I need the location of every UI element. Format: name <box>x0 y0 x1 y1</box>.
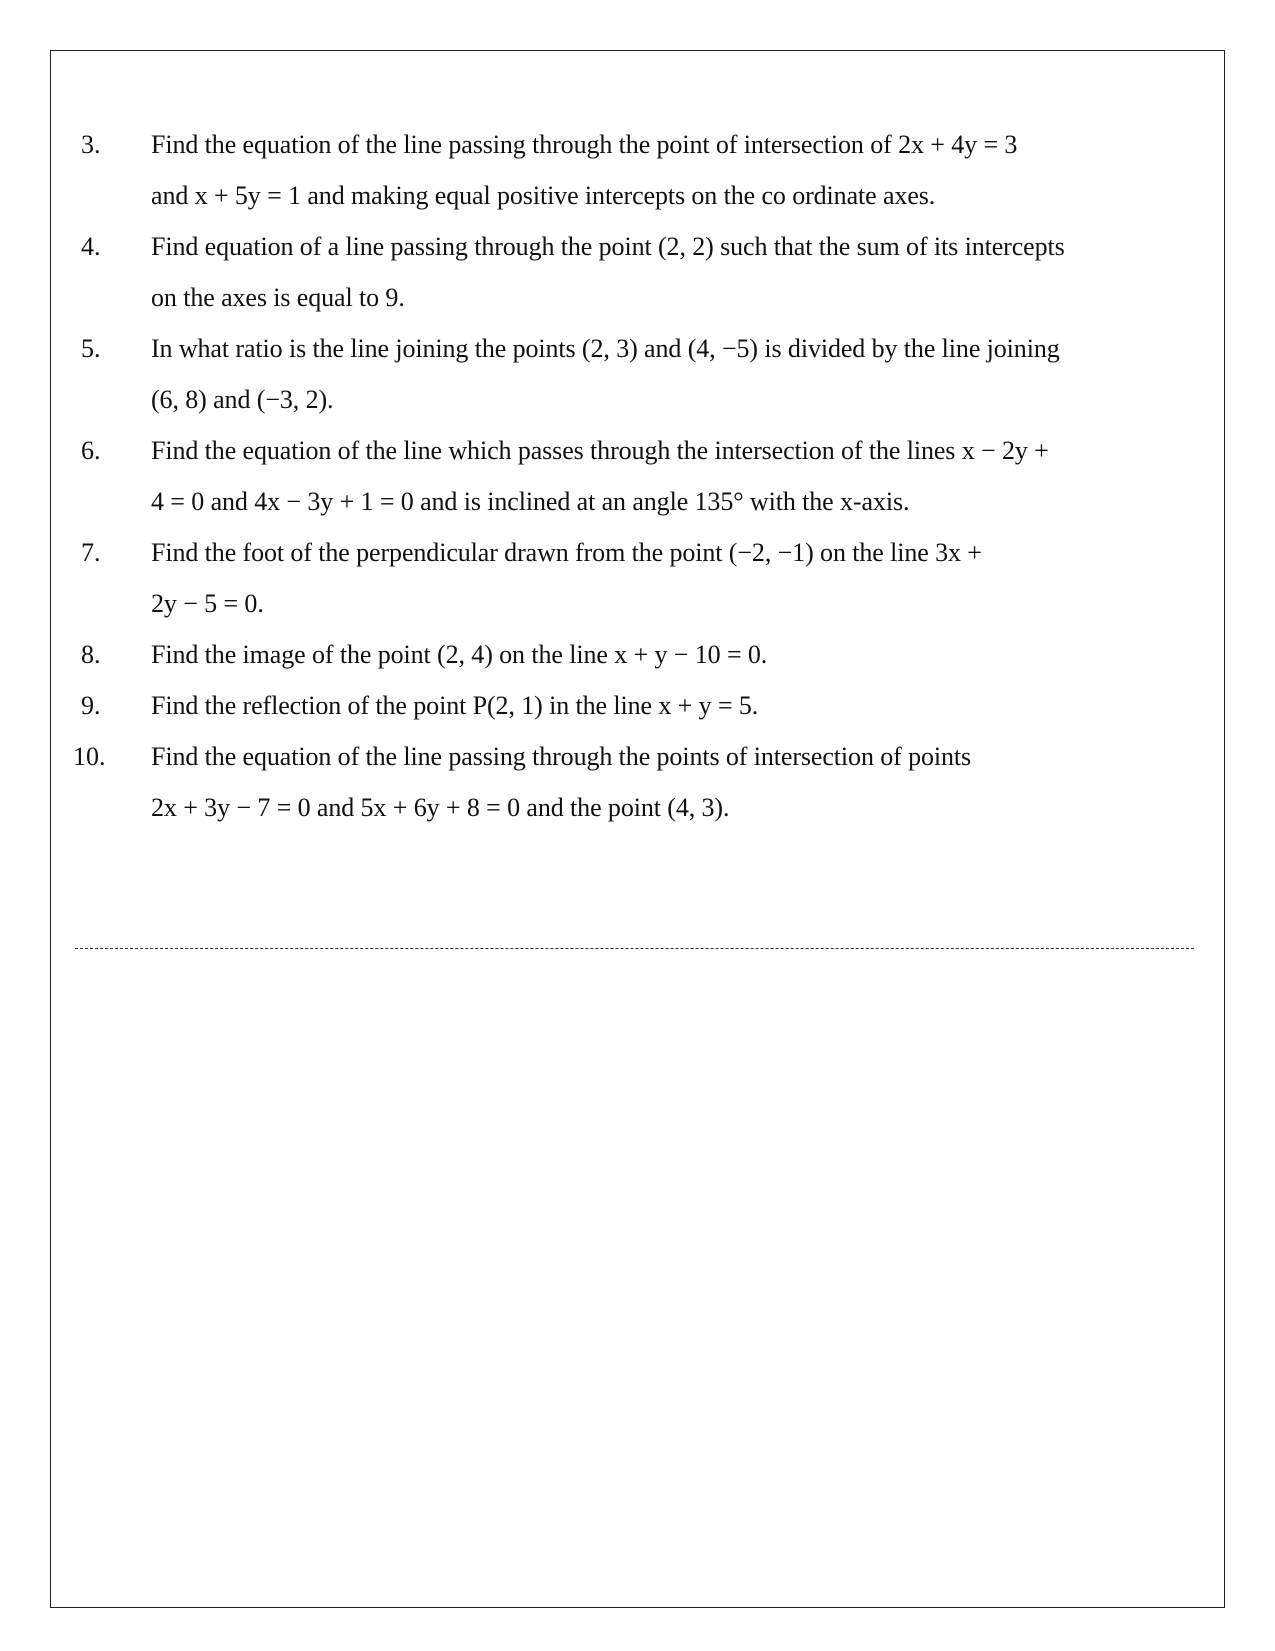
question-text-line: Find the image of the point (2, 4) on the line x + y − 10 = 0. <box>151 640 768 669</box>
question-text-line: Find the foot of the perpendicular drawn from the point (−2, −1) on the line 3x + <box>151 538 982 567</box>
question-item <box>51 425 1224 527</box>
question-number: 3. <box>81 130 101 159</box>
question-number: 10. <box>73 742 106 771</box>
question-number: 5. <box>81 334 101 363</box>
question-text-line: 4 = 0 and 4x − 3y + 1 = 0 and is inclined at an angle 135° with the x-axis. <box>151 487 910 516</box>
page-frame <box>50 50 1225 1608</box>
question-text-line: 2x + 3y − 7 = 0 and 5x + 6y + 8 = 0 and the point (4, 3). <box>151 793 730 822</box>
question-number: 6. <box>81 436 101 465</box>
question-number: 8. <box>81 640 101 669</box>
question-text-line: 2y − 5 = 0. <box>151 589 264 618</box>
question-item <box>51 680 1224 731</box>
question-text-line: on the axes is equal to 9. <box>151 283 405 312</box>
question-text-line: Find the equation of the line which passes through the intersection of the lines x − 2y + <box>151 436 1049 465</box>
question-list <box>51 119 1224 833</box>
question-text-line: Find the equation of the line passing through the point of intersection of 2x + 4y = 3 <box>151 130 1018 159</box>
question-text-line: Find the reflection of the point P(2, 1) in the line x + y = 5. <box>151 691 759 720</box>
question-text-line: (6, 8) and (−3, 2). <box>151 385 334 414</box>
question-item <box>51 629 1224 680</box>
dashed-divider <box>75 948 1194 949</box>
question-item <box>51 731 1224 833</box>
question-text-line: In what ratio is the line joining the points (2, 3) and (4, −5) is divided by the line joining <box>151 334 1060 363</box>
question-number: 9. <box>81 691 101 720</box>
question-text-line: and x + 5y = 1 and making equal positive intercepts on the co ordinate axes. <box>151 181 936 210</box>
question-item <box>51 221 1224 323</box>
question-number: 7. <box>81 538 101 567</box>
question-text-line: Find the equation of the line passing through the points of intersection of points <box>151 742 972 771</box>
question-text-line: Find equation of a line passing through the point (2, 2) such that the sum of its intercepts <box>151 232 1065 261</box>
question-item <box>51 119 1224 221</box>
question-number: 4. <box>81 232 101 261</box>
question-item <box>51 323 1224 425</box>
question-item <box>51 527 1224 629</box>
